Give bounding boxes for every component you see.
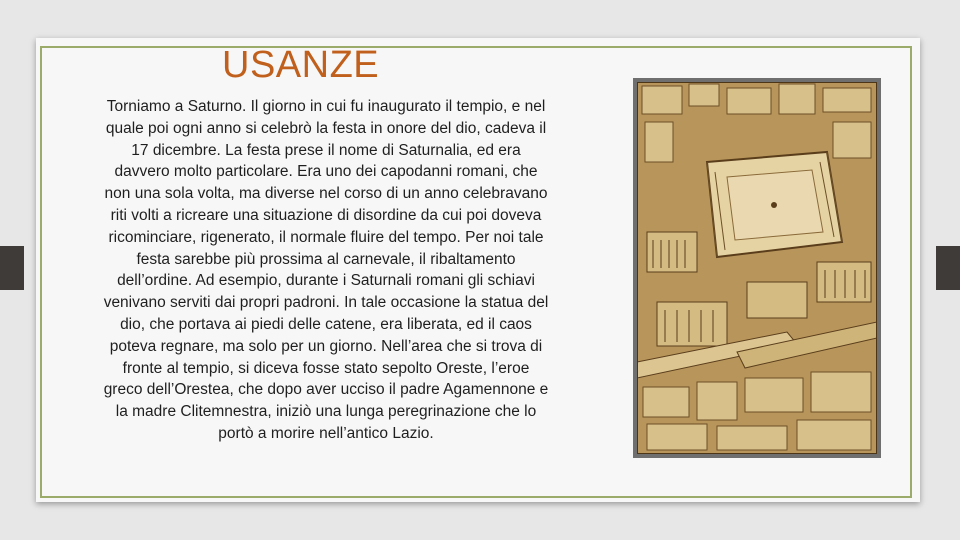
slide-title: USANZE bbox=[222, 44, 380, 86]
left-tab-decoration bbox=[0, 246, 24, 290]
ancient-rome-model-image bbox=[633, 78, 881, 458]
right-tab-decoration bbox=[936, 246, 960, 290]
slide-body-text: Torniamo a Saturno. Il giorno in cui fu inaugurato il tempio, e nel quale poi ogni anno si celebrò la festa in onore del dio, cadeva il 17 dicembre. La festa prese il nome di Saturnalia, ed era davvero molto particolare. Era uno dei capodanni romani, che non una sola volta, ma diverse nel corso di un anno celebravano riti volti a ricreare una situazione di disordine da cui poi doveva ricominciare, rigenerato, il normale fluire del tempo. Per noi tale festa sarebbe più prossima al carnevale, il ribaltamento dell’ordine. Ad esempio, durante i Saturnali romani gli schiavi venivano serviti dai propri padroni. In tale occasione la statua del dio, che portava ai piedi delle catene, era liberata, ed il caos poteva regnare, ma solo per un giorno. Nell’area che si trova di fronte al tempio, si diceva fosse stato sepolto Oreste, l’eroe greco dell’Orestea, che dopo aver ucciso il padre Agamennone e la madre Clitemnestra, iniziò una lunga peregrinazione che lo portò a morire nell’antico Lazio. bbox=[103, 98, 549, 442]
rome-model-illustration bbox=[637, 82, 877, 454]
